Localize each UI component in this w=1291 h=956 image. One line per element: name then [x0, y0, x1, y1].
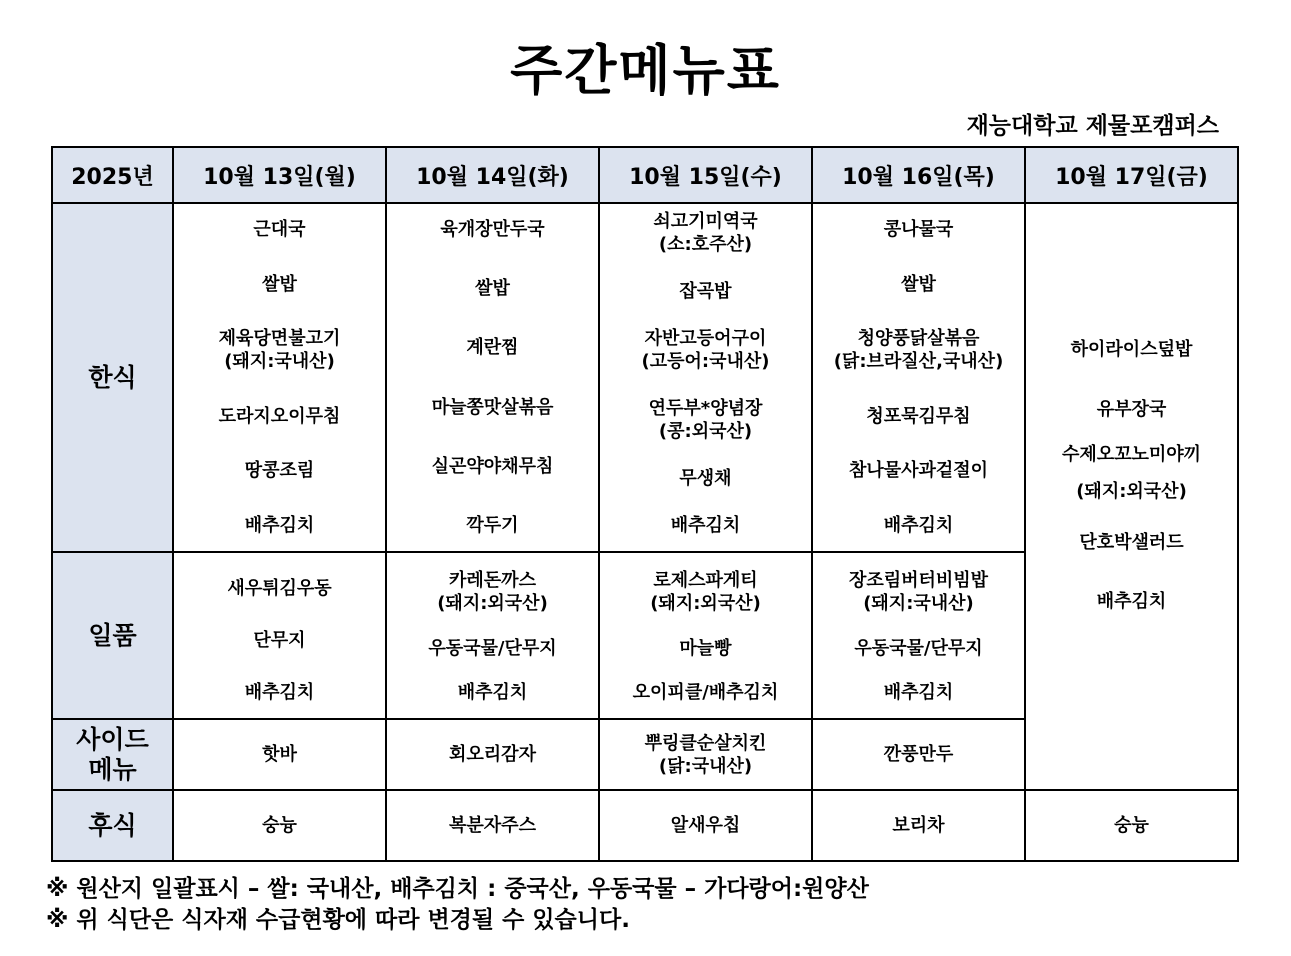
menu-item: 오이피클/배추김치 — [632, 682, 779, 703]
day-header-mon: 10월 13일(월) — [173, 147, 386, 203]
menu-item: 배추김치 — [883, 682, 954, 703]
menu-item: 청양풍닭살볶음 — [857, 328, 980, 350]
origin-note: (닭:국내산) — [658, 755, 753, 777]
menu-item: 연두부*양념장 — [648, 398, 763, 419]
origin-note: (돼지:외국산) — [437, 593, 548, 614]
menu-item: 배추김치 — [244, 682, 315, 703]
day-header-thu: 10월 16일(목) — [812, 147, 1025, 203]
menu-item: 카레돈까스 — [449, 570, 536, 591]
menu-item: 땅콩조림 — [244, 460, 315, 482]
day-header-fri: 10월 17일(금) — [1025, 147, 1238, 203]
ilpum-mon-cell — [173, 552, 386, 719]
menu-item-group — [849, 569, 988, 615]
origin-note: (닭:브라질산,국내산) — [833, 351, 1004, 373]
menu-item: 배추김치 — [670, 515, 741, 536]
origin-note: (돼지:외국산) — [650, 593, 761, 614]
side-mon-cell — [173, 719, 386, 790]
menu-item-group — [219, 327, 341, 373]
row-header-korean: 한식 — [52, 203, 173, 552]
korean-tue-cell — [386, 203, 599, 552]
menu-item: 실곤약야채무침 — [431, 455, 554, 477]
menu-item: 배추김치 — [1096, 591, 1167, 612]
footnotes — [46, 874, 869, 936]
menu-item: 우동국물/단무지 — [428, 637, 557, 659]
menu-item: 회오리감자 — [449, 744, 536, 765]
menu-item: 깐풍만두 — [883, 744, 954, 765]
origin-note: (콩:외국산) — [658, 421, 753, 442]
menu-item: 자반고등어구이 — [644, 328, 767, 349]
day-header-tue: 10월 14일(화) — [386, 147, 599, 203]
korean-mon-cell — [173, 203, 386, 552]
side-wed-cell — [599, 719, 812, 790]
menu-item: 배추김치 — [883, 514, 954, 536]
menu-item: 도라지오이무침 — [218, 405, 341, 427]
row-header-ilpum: 일품 — [52, 552, 173, 719]
origin-note: (돼지:국내산) — [224, 351, 335, 373]
change-footnote: ※ 위 식단은 식자재 수급현황에 따라 변경될 수 있습니다. — [46, 907, 630, 933]
menu-item-group — [653, 210, 757, 256]
header-row — [52, 147, 1238, 203]
origin-note: (고등어:국내산) — [641, 351, 770, 372]
menu-item: 참나물사과겉절이 — [848, 460, 989, 482]
ilpum-thu-cell — [812, 552, 1025, 719]
origin-note: (소:호주산) — [658, 234, 753, 255]
ilpum-tue-cell — [386, 552, 599, 719]
dessert-wed-cell: 알새우칩 — [599, 790, 812, 861]
korean-thu-cell — [812, 203, 1025, 552]
menu-item: 쌀밥 — [262, 273, 297, 295]
menu-item: 육개장만두국 — [440, 219, 545, 240]
korean-wed-cell — [599, 203, 812, 552]
row-header-side-menu — [52, 719, 173, 790]
menu-item: 청포묵김무침 — [866, 405, 971, 427]
korean-row — [52, 203, 1238, 552]
menu-item: 새우튀김우동 — [227, 578, 332, 599]
menu-item-group — [649, 397, 763, 443]
menu-item: 수제오꼬노미야끼 — [1061, 444, 1202, 465]
side-tue-cell — [386, 719, 599, 790]
menu-item: 콩나물국 — [883, 219, 954, 240]
menu-item: 단호박샐러드 — [1079, 532, 1184, 553]
origin-note: (돼지:국내산) — [863, 593, 974, 614]
menu-item: 잡곡밥 — [679, 281, 732, 302]
menu-item: 쇠고기미역국 — [653, 211, 758, 232]
side-thu-cell — [812, 719, 1025, 790]
menu-item: 쌀밥 — [475, 278, 510, 300]
menu-item: 마늘빵 — [679, 637, 732, 659]
menu-item-group — [437, 569, 548, 615]
page-title: 주간메뉴표 — [510, 39, 781, 102]
row-header-dessert: 후식 — [52, 790, 173, 861]
origin-note: (돼지:외국산) — [1076, 481, 1187, 502]
menu-item: 계란찜 — [466, 337, 519, 359]
menu-item-group — [650, 569, 761, 615]
year-header: 2025년 — [52, 147, 173, 203]
dessert-mon-cell: 숭늉 — [173, 790, 386, 861]
menu-item: 근대국 — [253, 219, 306, 240]
day-header-wed: 10월 15일(수) — [599, 147, 812, 203]
menu-item: 로제스파게티 — [653, 570, 758, 591]
dessert-fri-cell: 숭늉 — [1025, 790, 1238, 861]
menu-item-group — [642, 327, 770, 373]
menu-item: 하이라이스덮밥 — [1070, 339, 1193, 360]
menu-item: 쌀밥 — [901, 273, 936, 295]
dessert-row — [52, 790, 1238, 861]
menu-item: 뿌링클순살치킨 — [644, 732, 767, 754]
menu-item: 마늘쫑맛살볶음 — [431, 396, 554, 418]
row-header-side-line2: 메뉴 — [88, 754, 137, 784]
menu-item: 장조림버터비빔밥 — [848, 570, 989, 591]
dessert-tue-cell: 복분자주스 — [386, 790, 599, 861]
row-header-side-line1: 사이드 — [76, 724, 149, 754]
menu-item: 유부장국 — [1096, 399, 1167, 420]
menu-item: 깍두기 — [466, 514, 519, 536]
menu-item: 핫바 — [262, 744, 297, 765]
dessert-thu-cell: 보리차 — [812, 790, 1025, 861]
origin-footnote: ※ 원산지 일괄표시 – 쌀: 국내산, 배추김치 : 중국산, 우동국물 – 가다랑어:원양산 — [46, 876, 869, 902]
campus-name: 재능대학교 제물포캠퍼스 — [966, 113, 1219, 139]
menu-item: 배추김치 — [244, 514, 315, 536]
menu-item-group — [834, 327, 1004, 373]
menu-item: 우동국물/단무지 — [854, 637, 983, 659]
menu-item: 제육당면불고기 — [218, 328, 341, 350]
menu-item: 단무지 — [253, 630, 306, 651]
menu-item: 배추김치 — [457, 682, 528, 703]
menu-item: 무생채 — [679, 468, 732, 489]
weekly-menu-table — [51, 146, 1239, 862]
friday-menu-cell — [1025, 203, 1238, 790]
ilpum-wed-cell — [599, 552, 812, 719]
